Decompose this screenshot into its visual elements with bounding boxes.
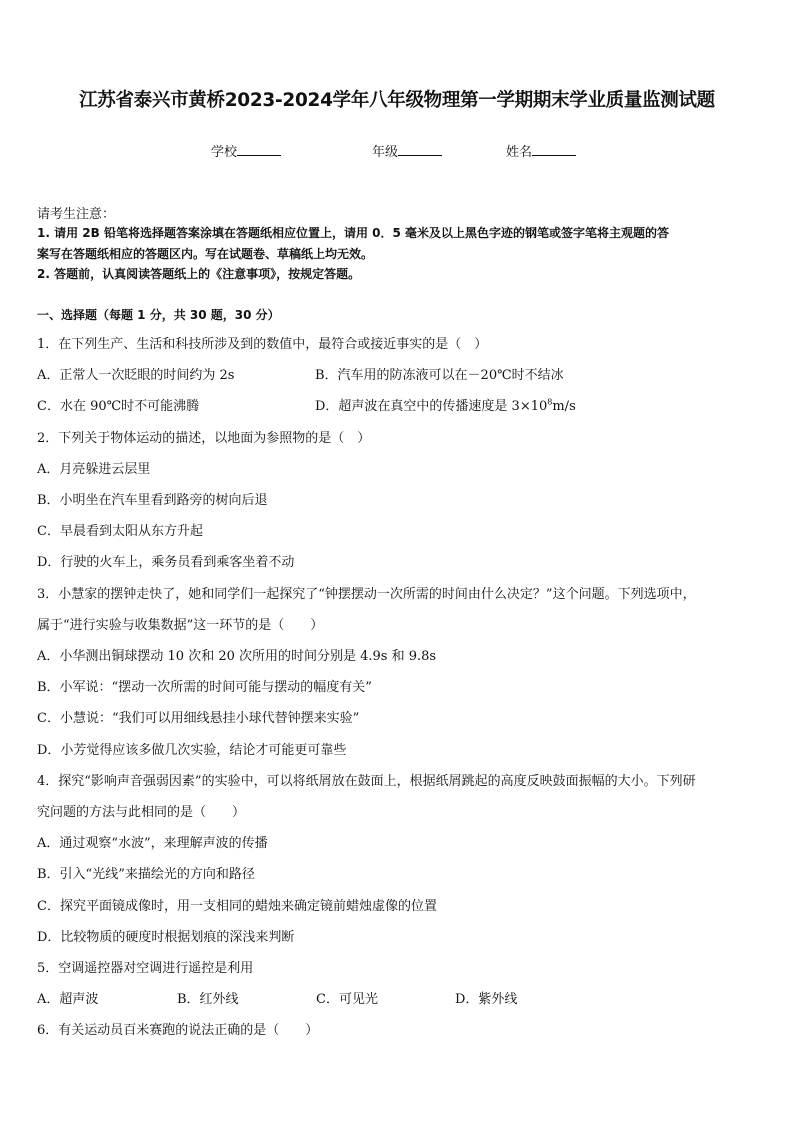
q1-option-c: C．水在 90℃时不可能沸腾 — [37, 399, 200, 414]
name-field — [506, 141, 576, 160]
notice-heading: 请考生注意： — [37, 207, 116, 222]
q4-option-b: B．引入“光线”来描绘光的方向和路径 — [37, 867, 255, 882]
school-field — [211, 141, 281, 160]
q3-option-d: D．小芳觉得应该多做几次实验，结论才可能更可靠些 — [37, 743, 347, 758]
name-label: 姓名 — [506, 145, 533, 160]
school-label: 学校 — [211, 145, 238, 160]
q6-stem: 6．有关运动员百米赛跑的说法正确的是（ ） — [37, 1023, 319, 1038]
q2-option-b: B．小明坐在汽车里看到路旁的树向后退 — [37, 493, 268, 508]
grade-label: 年级 — [372, 145, 399, 160]
notice-line-2: 2. 答题前，认真阅读答题纸上的《注意事项》，按规定答题。 — [37, 267, 361, 281]
q5-option-a: A．超声波 — [37, 992, 99, 1007]
notice-line-1b: 案写在答题纸相应的答题区内。写在试题卷、草稿纸上均无效。 — [37, 247, 374, 261]
q2-option-d: D．行驶的火车上，乘务员看到乘客坐着不动 — [37, 555, 295, 570]
q4-option-c: C．探究平面镜成像时，用一支相同的蜡烛来确定镜前蜡烛虚像的位置 — [37, 899, 437, 914]
q2-stem: 2．下列关于物体运动的描述，以地面为参照物的是（ ） — [37, 431, 371, 446]
q5-option-c: C．可见光 — [316, 992, 378, 1007]
q4-option-a: A．通过观察“水波”，来理解声波的传播 — [37, 836, 268, 851]
q2-option-c: C．早晨看到太阳从东方升起 — [37, 524, 203, 539]
q4-stem-line-1: 4．探究“影响声音强弱因素”的实验中，可以将纸屑放在鼓面上，根据纸屑跳起的高度反映鼓面振幅的大小。下列研 — [37, 774, 696, 789]
q1-option-b: B．汽车用的防冻液可以在－20℃时不结冰 — [315, 368, 564, 383]
q3-option-b: B．小军说：“摆动一次所需的时间可能与摆动的幅度有关” — [37, 680, 372, 695]
q1-option-d-text: D．超声波在真空中的传播速度是 3×10 — [315, 399, 548, 414]
school-blank — [237, 143, 281, 156]
q1-option-d-exponent: 8 — [547, 397, 553, 407]
q5-option-d: D．紫外线 — [455, 992, 518, 1007]
q3-stem-line-2: 属于“进行实验与收集数据”这一环节的是（ ） — [37, 618, 324, 633]
q3-option-a: A．小华测出铜球摆动 10 次和 20 次所用的时间分别是 4.9s 和 9.8s — [37, 649, 437, 664]
q1-option-a: A．正常人一次眨眼的时间约为 2s — [37, 368, 235, 383]
name-blank — [532, 143, 576, 156]
q1-option-d — [315, 395, 576, 414]
q1-stem: 1．在下列生产、生活和科技所涉及到的数值中，最符合或接近事实的是（ ） — [37, 337, 488, 352]
grade-blank — [398, 143, 442, 156]
q2-option-a: A．月亮躲进云层里 — [37, 462, 151, 477]
q5-stem: 5．空调遥控器对空调进行遥控是利用 — [37, 961, 254, 976]
q3-option-c: C．小慧说：“我们可以用细线悬挂小球代替钟摆来实验” — [37, 711, 360, 726]
q5-option-b: B．红外线 — [177, 992, 239, 1007]
q4-option-d: D．比较物质的硬度时根据划痕的深浅来判断 — [37, 930, 295, 945]
q1-option-d-unit: m/s — [552, 399, 576, 414]
q3-stem-line-1: 3．小慧家的摆钟走快了，她和同学们一起探究了“钟摆摆动一次所需的时间由什么决定？”这个问题。下列选项中， — [37, 587, 696, 602]
exam-title: 江苏省泰兴市黄桥2023-2024学年八年级物理第一学期期末学业质量监测试题 — [79, 90, 715, 111]
grade-field — [372, 141, 442, 160]
q4-stem-line-2: 究问题的方法与此相同的是（ ） — [37, 805, 246, 820]
section-heading: 一、选择题（每题 1 分，共 30 题，30 分） — [37, 308, 280, 322]
notice-line-1a: 1. 请用 2B 铅笔将选择题答案涂填在答题纸相应位置上，请用 0．5 毫米及以上黑色字迹的钢笔或签字笔将主观题的答 — [37, 226, 669, 240]
